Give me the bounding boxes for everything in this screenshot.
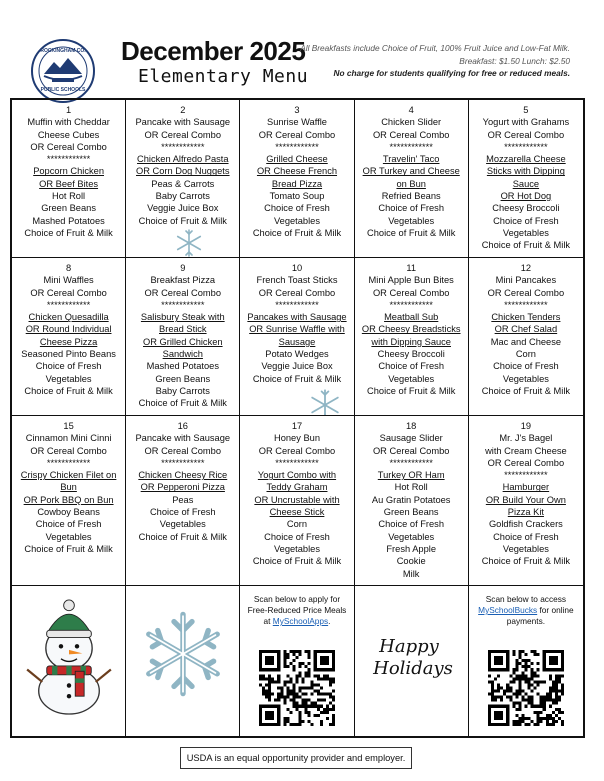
day-cell <box>355 100 469 258</box>
menu-item: Choice of Fruit & Milk <box>481 240 571 251</box>
day-number: 17 <box>291 421 303 431</box>
menu-item: Choice of Fruit & Milk <box>24 385 113 396</box>
menu-item: with Dipping Sauce <box>371 336 451 347</box>
day-cell <box>355 258 469 416</box>
menu-item: Cinnamon Mini Cinni <box>25 433 112 444</box>
menu-item: Choice of Fruit & Milk <box>367 227 456 238</box>
menu-item: Mozzarella Cheese <box>486 154 566 165</box>
menu-item: on Bun <box>396 178 426 189</box>
page-subtitle: Elementary Menu <box>138 66 309 87</box>
info-line-1: All Breakfasts include Choice of Fruit, 100% Fruit Juice and Low-Fat Milk. <box>300 43 570 53</box>
menu-item: ************ <box>161 141 205 152</box>
menu-item: Yogurt with Grahams <box>482 117 570 128</box>
day-cell <box>126 100 240 258</box>
menu-item: Chicken Quesadilla <box>28 312 109 323</box>
menu-item: ************ <box>46 299 91 310</box>
menu-item: Choice of Fresh <box>149 507 216 518</box>
myschoolbucks-link[interactable]: MySchoolBucks <box>478 605 538 615</box>
menu-item: Vegetables <box>502 227 549 238</box>
snowflake-icon <box>174 228 204 258</box>
logo-text-top: ROCKINGHAM CO. <box>40 48 86 54</box>
menu-item: Choice of Fruit & Milk <box>24 543 113 554</box>
menu-item: Pancake with Sausage <box>135 117 231 128</box>
menu-item: Cheese Stick <box>269 507 325 518</box>
menu-item: Pancakes with Sausage <box>247 312 347 323</box>
menu-item: Chicken Tenders <box>491 312 561 323</box>
menu-item: Choice of Fresh <box>493 215 559 226</box>
menu-item: Grilled Cheese <box>266 154 328 165</box>
menu-item: Cheesy Broccoli <box>492 203 560 214</box>
apply-line-3-post: . <box>328 616 331 626</box>
menu-item: Choice of Fresh <box>35 361 102 372</box>
menu-item: Bread Stick <box>159 324 207 335</box>
menu-item: Hamburger <box>502 482 550 493</box>
menu-item: Sausage Slider <box>379 433 443 444</box>
menu-item: ************ <box>46 457 91 468</box>
menu-item: OR Cereal Combo <box>258 445 336 456</box>
holidays-word-2: Holidays <box>372 658 453 679</box>
menu-item: Refried Beans <box>381 191 441 202</box>
menu-item: Baby Carrots <box>155 385 210 396</box>
pay-online-cell <box>469 586 583 736</box>
menu-item: Choice of Fruit & Milk <box>138 531 227 542</box>
day-cell <box>469 258 583 416</box>
menu-item: OR Cereal Combo <box>144 129 222 140</box>
menu-item: OR Cereal Combo <box>144 287 222 298</box>
menu-item: ************ <box>389 457 433 468</box>
apply-line-3 <box>246 616 347 627</box>
menu-item: Au Gratin Potatoes <box>371 494 451 505</box>
logo-text-mid: PUBLIC SCHOOLS <box>40 87 86 93</box>
menu-item: Crispy Chicken Filet on <box>20 470 117 481</box>
menu-item: Vegetables <box>502 543 549 554</box>
menu-item: Vegetables <box>273 543 320 554</box>
menu-item: Choice of Fruit & Milk <box>252 227 342 238</box>
menu-item: Mini Apple Bun Bites <box>368 275 454 286</box>
day-number: 12 <box>520 263 532 273</box>
day-cell <box>355 416 469 586</box>
menu-item: Sausage <box>278 336 316 347</box>
menu-item: ************ <box>504 299 548 310</box>
menu-item: ************ <box>161 457 205 468</box>
menu-item: Seasoned Pinto Beans <box>21 349 116 360</box>
menu-item: Choice of Fruit & Milk <box>367 385 456 396</box>
menu-item: Chicken Cheesy Rice <box>138 470 228 481</box>
apply-line-3-pre: at <box>263 616 273 626</box>
menu-item: OR Round Individual <box>25 324 112 335</box>
menu-item: OR Turkey and Cheese <box>362 166 460 177</box>
menu-item: Chicken Alfredo Pasta <box>137 154 229 165</box>
menu-item: Bun <box>60 482 77 493</box>
menu-item: Mr. J's Bagel <box>499 433 553 444</box>
price-info <box>290 42 570 80</box>
day-cell <box>126 258 240 416</box>
menu-item: OR Cereal Combo <box>372 445 450 456</box>
menu-item: OR Corn Dog Nuggets <box>136 166 230 177</box>
menu-item: OR Cereal Combo <box>487 457 565 468</box>
day-number: 15 <box>63 421 74 431</box>
menu-item: OR Beef Bites <box>39 178 99 189</box>
day-cell <box>12 416 126 586</box>
myschoolapps-link[interactable]: MySchoolApps <box>272 616 329 626</box>
menu-item: Choice of Fruit & Milk <box>24 227 113 238</box>
menu-item: Hot Roll <box>52 191 86 202</box>
menu-item: OR Cereal Combo <box>487 287 565 298</box>
menu-item: Sandwich <box>162 349 203 360</box>
menu-item: Choice of Fresh <box>493 361 559 372</box>
snowflake-cell <box>126 586 240 736</box>
menu-item: Vegetables <box>45 373 92 384</box>
day-number: 8 <box>66 263 72 273</box>
happy-holidays-lettering <box>361 626 461 686</box>
apply-line-1: Scan below to apply for <box>253 594 341 604</box>
menu-item: Breakfast Pizza <box>150 275 216 286</box>
menu-item: Corn <box>515 349 536 360</box>
district-logo-icon <box>30 38 96 104</box>
menu-item: Choice of Fruit & Milk <box>138 398 227 409</box>
menu-item: Vegetables <box>45 531 92 542</box>
day-number: 19 <box>520 421 532 431</box>
menu-item: Choice of Fresh <box>378 361 444 372</box>
day-number: 2 <box>180 105 186 115</box>
menu-item: Sauce <box>512 178 540 189</box>
menu-item: Mashed Potatoes <box>146 361 219 372</box>
menu-item: OR Build Your Own <box>485 494 566 505</box>
menu-item: Veggie Juice Box <box>261 361 333 372</box>
menu-item: Mini Waffles <box>43 275 94 286</box>
day-number: 10 <box>291 263 303 273</box>
menu-item: Sunrise Waffle <box>267 117 327 128</box>
menu-item: Yogurt Combo with <box>257 470 337 481</box>
menu-item: Vegetables <box>273 215 320 226</box>
menu-item: Vegetables <box>159 519 206 530</box>
menu-item: Choice of Fresh <box>35 519 102 530</box>
day-number: 1 <box>66 105 72 115</box>
menu-item: Cheese Pizza <box>39 336 98 347</box>
menu-item: Vegetables <box>388 215 435 226</box>
menu-item: Choice of Fruit & Milk <box>138 215 227 226</box>
usda-footer: USDA is an equal opportunity provider and employer. <box>180 747 412 769</box>
info-line-2: Breakfast: $1.50 Lunch: $2.50 <box>459 55 570 66</box>
menu-item: Meatball Sub <box>384 312 439 323</box>
day-number: 11 <box>406 263 417 273</box>
pay-line-3: payments. <box>506 616 546 626</box>
menu-item: Pancake with Sausage <box>135 433 231 444</box>
menu-item: ************ <box>389 141 433 152</box>
menu-item: OR Cheese French <box>256 166 338 177</box>
menu-item: Choice of Fresh <box>264 531 330 542</box>
menu-item: ************ <box>46 154 91 165</box>
menu-item: OR Cereal Combo <box>487 129 565 140</box>
menu-item: OR Cereal Combo <box>30 141 107 152</box>
menu-item: Vegetables <box>502 373 549 384</box>
menu-item: Bread Pizza <box>271 178 323 189</box>
menu-calendar-grid <box>10 98 585 738</box>
snowman-icon <box>20 592 118 722</box>
menu-item: ************ <box>275 299 319 310</box>
menu-item: Goldfish Crackers <box>488 519 563 530</box>
menu-item: Honey Bun <box>273 433 320 444</box>
day-cell <box>469 416 583 586</box>
menu-item: Mini Pancakes <box>495 275 557 286</box>
day-cell <box>469 100 583 258</box>
menu-item: Popcorn Chicken <box>33 166 104 177</box>
day-number: 16 <box>177 421 188 431</box>
menu-item: OR Hot Dog <box>500 191 552 202</box>
menu-item: French Toast Sticks <box>256 275 338 286</box>
day-cell <box>240 258 354 416</box>
menu-item: Choice of Fresh <box>378 519 444 530</box>
menu-item: Corn <box>286 519 308 530</box>
menu-item: Travelin' Taco <box>382 154 440 165</box>
menu-item: OR Pepperoni Pizza <box>140 482 225 493</box>
menu-item: OR Cheesy Breadsticks <box>361 324 461 335</box>
menu-item: Cookie <box>396 556 426 567</box>
day-cell <box>126 416 240 586</box>
apply-meals-cell <box>240 586 354 736</box>
menu-item: OR Cereal Combo <box>258 287 336 298</box>
menu-item: Baby Carrots <box>155 191 210 202</box>
menu-item: Muffin with Cheddar <box>27 117 110 128</box>
menu-item: OR Chef Salad <box>494 324 558 335</box>
menu-item: Pizza Kit <box>507 507 544 518</box>
apply-line-2: Free-Reduced Price Meals <box>247 605 347 615</box>
menu-item: ************ <box>504 470 548 481</box>
menu-item: Teddy Graham <box>266 482 328 493</box>
day-number: 4 <box>408 105 414 115</box>
menu-item: Choice of Fresh <box>493 531 559 542</box>
menu-item: ************ <box>275 457 319 468</box>
menu-item: Fresh Apple <box>386 543 436 554</box>
menu-item: Turkey OR Ham <box>377 470 445 481</box>
day-number: 9 <box>180 263 186 273</box>
menu-item: Choice of Fresh <box>378 203 444 214</box>
menu-item: Green Beans <box>383 507 439 518</box>
pay-line-2 <box>475 605 577 616</box>
pay-online-text <box>469 590 583 627</box>
menu-item: Tomato Soup <box>269 191 325 202</box>
day-number: 18 <box>406 421 417 431</box>
menu-item: OR Cereal Combo <box>144 445 222 456</box>
snowflake-icon <box>138 604 228 704</box>
apply-meals-text <box>240 590 353 627</box>
info-line-3: No charge for students qualifying for free or reduced meals. <box>333 68 570 78</box>
menu-item: Vegetables <box>388 373 435 384</box>
menu-item: ************ <box>275 141 319 152</box>
menu-item: Cheese Cubes <box>37 129 100 140</box>
menu-item: Choice of Fruit & Milk <box>481 556 571 567</box>
page-title: December 2025 <box>121 36 306 66</box>
menu-item: OR Cereal Combo <box>372 129 450 140</box>
menu-item: Choice of Fresh <box>264 203 330 214</box>
menu-item: Milk <box>402 568 420 579</box>
menu-item: Potato Wedges <box>265 349 329 360</box>
menu-item: Green Beans <box>155 373 211 384</box>
menu-item: OR Sunrise Waffle with <box>249 324 345 335</box>
menu-item: Chicken Slider <box>381 117 442 128</box>
day-cell <box>240 100 354 258</box>
snowflake-icon <box>308 388 342 416</box>
day-cell <box>12 258 126 416</box>
menu-item: Green Beans <box>41 203 96 214</box>
pay-line-1: Scan below to access <box>485 594 567 604</box>
menu-item: Cowboy Beans <box>37 507 100 518</box>
menu-item: OR Cereal Combo <box>30 287 107 298</box>
menu-item: OR Cereal Combo <box>30 445 107 456</box>
menu-item: Sticks with Dipping <box>486 166 565 177</box>
menu-item: Choice of Fruit & Milk <box>252 373 342 384</box>
pay-line-2-post: for online <box>537 605 574 615</box>
holidays-word-1: Happy <box>378 636 439 657</box>
menu-item: ************ <box>161 299 205 310</box>
menu-item: Veggie Juice Box <box>147 203 219 214</box>
menu-item: ************ <box>504 141 548 152</box>
day-cell <box>240 416 354 586</box>
menu-item: Mac and Cheese <box>490 336 562 347</box>
menu-item: Peas <box>172 494 194 505</box>
menu-item: Hot Roll <box>394 482 428 493</box>
menu-item: OR Cereal Combo <box>258 129 336 140</box>
menu-item: Mashed Potatoes <box>32 215 105 226</box>
happy-holidays-cell <box>355 586 469 736</box>
day-number: 3 <box>294 105 300 115</box>
menu-item: OR Uncrustable with <box>254 494 340 505</box>
menu-item: with Cream Cheese <box>485 445 567 456</box>
menu-item: Choice of Fruit & Milk <box>252 556 342 567</box>
day-cell <box>12 100 126 258</box>
menu-item: OR Pork BBQ on Bun <box>23 494 114 505</box>
menu-item: Salisbury Steak with <box>140 312 225 323</box>
day-number: 5 <box>523 105 529 115</box>
menu-item: Vegetables <box>388 531 435 542</box>
menu-item: Choice of Fruit & Milk <box>481 385 571 396</box>
menu-item: OR Cereal Combo <box>372 287 450 298</box>
qr-code-myschoolapps[interactable] <box>259 650 335 726</box>
snowman-cell <box>12 586 126 736</box>
menu-item: Cheesy Broccoli <box>377 349 445 360</box>
qr-code-myschoolbucks[interactable] <box>488 650 564 726</box>
menu-item: Peas & Carrots <box>151 178 215 189</box>
page-header <box>0 0 604 95</box>
menu-item: ************ <box>389 299 433 310</box>
menu-item: OR Grilled Chicken <box>143 336 223 347</box>
